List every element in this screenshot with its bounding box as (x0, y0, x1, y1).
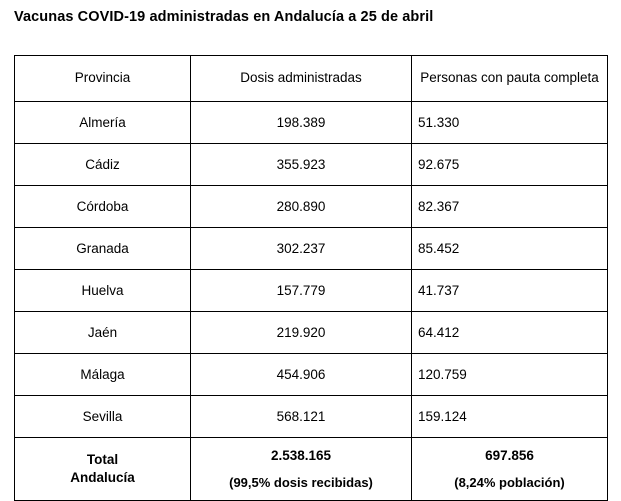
cell-dosis: 302.237 (191, 228, 412, 270)
page-title: Vacunas COVID-19 administradas en Andalucía a 25 de abril (14, 9, 434, 25)
cell-dosis: 219.920 (191, 312, 412, 354)
cell-dosis: 568.121 (191, 396, 412, 438)
cell-provincia: Málaga (15, 354, 191, 396)
cell-provincia: Granada (15, 228, 191, 270)
column-header-dosis: Dosis administradas (191, 56, 412, 102)
table-row (15, 354, 608, 396)
total-label-line2: Andalucía (70, 470, 135, 485)
cell-pauta-completa: 41.737 (412, 270, 608, 312)
table-row (15, 186, 608, 228)
cell-provincia: Sevilla (15, 396, 191, 438)
cell-dosis: 355.923 (191, 144, 412, 186)
cell-total-label (15, 438, 191, 501)
total-label-line1: Total (86, 451, 119, 467)
cell-pauta-completa: 85.452 (412, 228, 608, 270)
cell-pauta-completa: 159.124 (412, 396, 608, 438)
cell-pauta-completa: 51.330 (412, 102, 608, 144)
total-dosis-note: (99,5% dosis recibidas) (229, 474, 373, 490)
cell-pauta-completa: 82.367 (412, 186, 608, 228)
cell-pauta-completa: 92.675 (412, 144, 608, 186)
column-header-pauta-completa: Personas con pauta completa (412, 56, 608, 102)
vaccination-table (14, 55, 608, 501)
table-row (15, 144, 608, 186)
cell-provincia: Almería (15, 102, 191, 144)
cell-provincia: Jaén (15, 312, 191, 354)
table-row (15, 270, 608, 312)
total-completa-value: 697.856 (485, 447, 534, 463)
total-dosis-value: 2.538.165 (270, 447, 332, 463)
cell-total-pauta-completa (412, 438, 608, 501)
table-row (15, 228, 608, 270)
column-header-provincia: Provincia (15, 56, 191, 102)
cell-total-dosis (191, 438, 412, 501)
table-row (15, 102, 608, 144)
cell-dosis: 157.779 (191, 270, 412, 312)
cell-provincia: Cádiz (15, 144, 191, 186)
table-row (15, 396, 608, 438)
cell-provincia: Huelva (15, 270, 191, 312)
table-header-row (15, 56, 608, 102)
cell-pauta-completa: 120.759 (412, 354, 608, 396)
cell-provincia: Córdoba (15, 186, 191, 228)
cell-dosis: 280.890 (191, 186, 412, 228)
total-completa-note: (8,24% población) (454, 474, 565, 490)
cell-dosis: 454.906 (191, 354, 412, 396)
cell-pauta-completa: 64.412 (412, 312, 608, 354)
cell-dosis: 198.389 (191, 102, 412, 144)
table-row (15, 312, 608, 354)
table-total-row (15, 438, 608, 501)
